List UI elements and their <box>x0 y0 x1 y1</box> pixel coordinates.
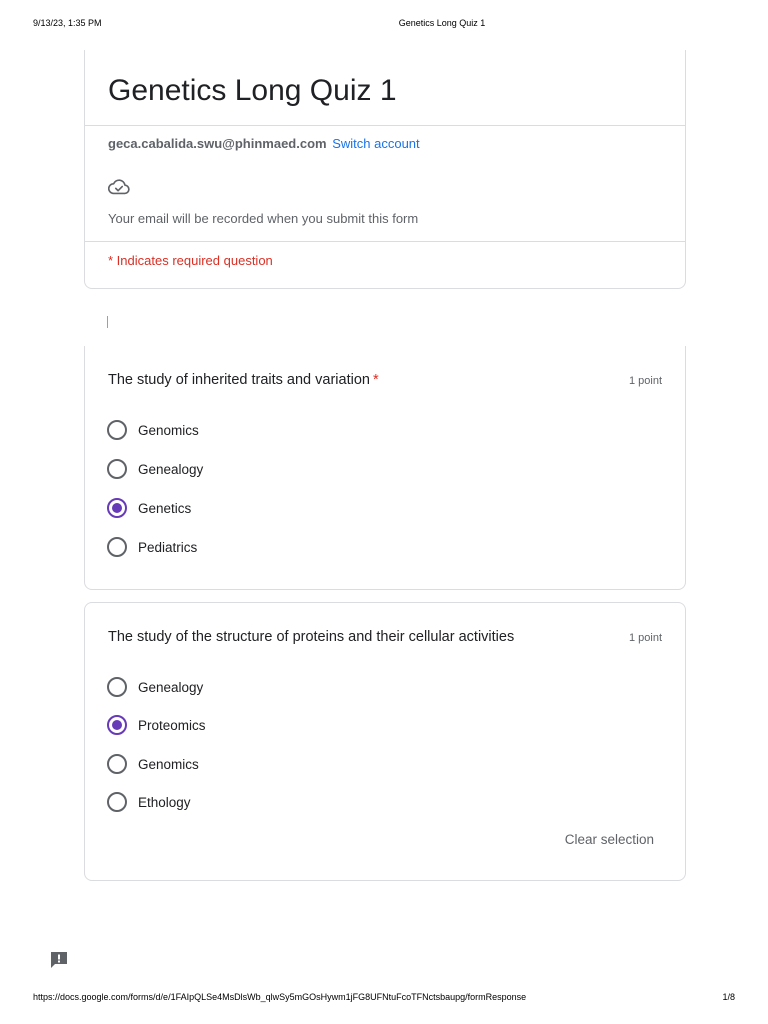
question-card <box>84 602 686 881</box>
question-text: The study of inherited traits and variation <box>108 372 370 388</box>
option-label: Genomics <box>138 756 199 772</box>
radio-button[interactable] <box>107 677 127 697</box>
divider <box>85 241 685 242</box>
radio-button[interactable] <box>107 754 127 774</box>
print-footer <box>0 992 768 1006</box>
radio-option[interactable] <box>107 714 206 736</box>
print-datetime: 9/13/23, 1:35 PM <box>33 18 102 28</box>
radio-option[interactable] <box>107 753 199 775</box>
radio-button[interactable] <box>107 537 127 557</box>
email-notice: Your email will be recorded when you submit this form <box>108 211 419 226</box>
switch-account-link[interactable]: Switch account <box>332 136 420 151</box>
option-label: Ethology <box>138 794 191 810</box>
question-title <box>108 629 514 645</box>
print-page-number: 1/8 <box>722 992 735 1002</box>
print-url: https://docs.google.com/forms/d/e/1FAIpQLSe4MsDlsWb_qlwSy5mGOsHywm1jFG8UFNtuFcoTFNctsbaupg/formResponse <box>33 992 527 1002</box>
radio-option[interactable] <box>107 536 197 558</box>
option-label: Genealogy <box>138 461 204 477</box>
option-label: Proteomics <box>138 717 206 733</box>
question-points: 1 point <box>628 632 662 644</box>
form-header-card <box>84 50 686 289</box>
option-label: Genealogy <box>138 679 204 695</box>
required-asterisk: * <box>372 372 379 388</box>
option-label: Genetics <box>138 500 192 516</box>
print-header <box>0 18 768 32</box>
question-title <box>108 372 379 388</box>
required-note: * Indicates required question <box>108 253 273 268</box>
form-title: Genetics Long Quiz 1 <box>108 74 397 107</box>
option-label: Genomics <box>138 422 199 438</box>
account-email: geca.cabalida.swu@phinmaed.com <box>108 136 327 151</box>
text-cursor <box>107 316 108 328</box>
radio-button[interactable] <box>107 792 127 812</box>
radio-button-selected[interactable] <box>107 715 127 735</box>
question-card <box>84 346 686 590</box>
clear-selection-button[interactable]: Clear selection <box>564 832 654 847</box>
divider <box>85 125 685 126</box>
radio-button-selected[interactable] <box>107 498 127 518</box>
account-row <box>108 136 420 151</box>
question-text: The study of the structure of proteins and their cellular activities <box>108 629 515 645</box>
cloud-done-icon <box>108 177 130 197</box>
feedback-icon[interactable] <box>49 950 69 970</box>
radio-option[interactable] <box>107 458 203 480</box>
radio-option[interactable] <box>107 419 199 441</box>
radio-option[interactable] <box>107 497 191 519</box>
radio-option[interactable] <box>107 791 191 813</box>
option-label: Pediatrics <box>138 539 198 555</box>
radio-button[interactable] <box>107 420 127 440</box>
radio-button[interactable] <box>107 459 127 479</box>
question-points: 1 point <box>628 375 662 387</box>
radio-option[interactable] <box>107 676 203 698</box>
print-doc-title: Genetics Long Quiz 1 <box>398 18 486 28</box>
